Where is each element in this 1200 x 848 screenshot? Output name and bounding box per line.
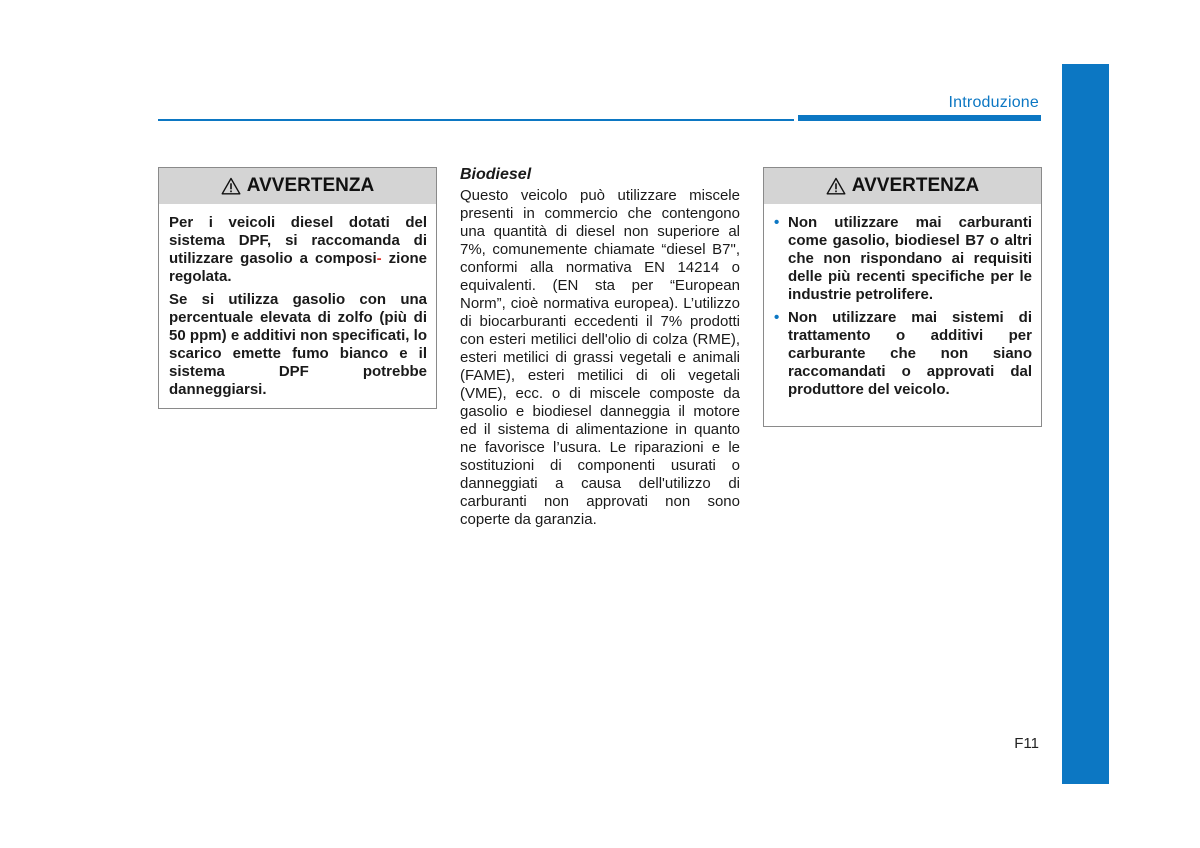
biodiesel-heading: Biodiesel xyxy=(460,166,532,183)
warning-triangle-icon xyxy=(221,177,241,195)
warning-triangle-icon xyxy=(826,177,846,195)
list-item xyxy=(774,214,1032,304)
page-number: F11 xyxy=(1014,735,1039,752)
list-item-text: Non utilizzare mai carburanti come gasolio, biodiesel B7 o altri che non rispondano ai requisiti delle più recenti specifiche per le industrie petrolifere. xyxy=(788,214,1032,303)
warning-box-right xyxy=(763,167,1042,427)
biodiesel-text: Questo veicolo può utilizzare miscele presenti in commercio che contengono una quantità di diesel non superiore al 7%, comunemente chiamate “diesel B7", conformi alla normativa EN 14214 o equivalenti. (EN sta per “European Norm”, cioè normativa europea). L’utilizzo di biocarburanti eccedenti il 7% prodotti con esteri metilici dell'olio di colza (RME), esteri metilici di grassi vegetali e animali (FAME), esteri metilici di oli vegetali (VME), ecc. o di miscele composte da gasolio e biodiesel danneggia il motore ed il sistema di alimentazione in quanto ne favorisce l’usura. Le riparazioni e le sostituzioni di componenti usurati o danneggiati a causa dell'utilizzo di carburanti non approvati non sono coperte da garanzia. xyxy=(460,187,740,528)
warning-paragraph xyxy=(169,214,427,286)
bullet-icon: • xyxy=(774,309,780,326)
warning-header xyxy=(159,168,436,204)
chapter-side-tab xyxy=(1062,64,1109,784)
warning-header xyxy=(764,168,1041,204)
list-item-text: Non utilizzare mai sistemi di trattamento o additivi per carburante che non siano raccomandati o approvati dal produttore del veicolo. xyxy=(788,309,1032,398)
header-rule-accent xyxy=(798,115,1041,121)
warning-title: AVVERTENZA xyxy=(246,175,375,196)
warning-box-left xyxy=(158,167,437,409)
warning-body xyxy=(764,204,1041,399)
list-item xyxy=(774,309,1032,399)
header-rule xyxy=(158,119,794,121)
bullet-icon: • xyxy=(774,214,780,231)
warning-text-end: zione regolata. xyxy=(169,250,427,285)
section-title: Introduzione xyxy=(948,94,1039,111)
hyphen-mark: - xyxy=(376,250,382,267)
warning-title: AVVERTENZA xyxy=(851,175,980,196)
warning-text: Per i veicoli diesel dotati del sistema DPF, si raccomanda di utilizzare gasolio a composi xyxy=(169,214,427,267)
warning-paragraph: Se si utilizza gasolio con una percentuale elevata di zolfo (più di 50 ppm) e additivi non specificati, lo scarico emette fumo bianco e il sistema DPF potrebbe danneggiarsi. xyxy=(169,291,427,398)
biodiesel-section xyxy=(460,165,740,529)
warning-body xyxy=(159,204,436,399)
warning-list xyxy=(774,214,1032,399)
